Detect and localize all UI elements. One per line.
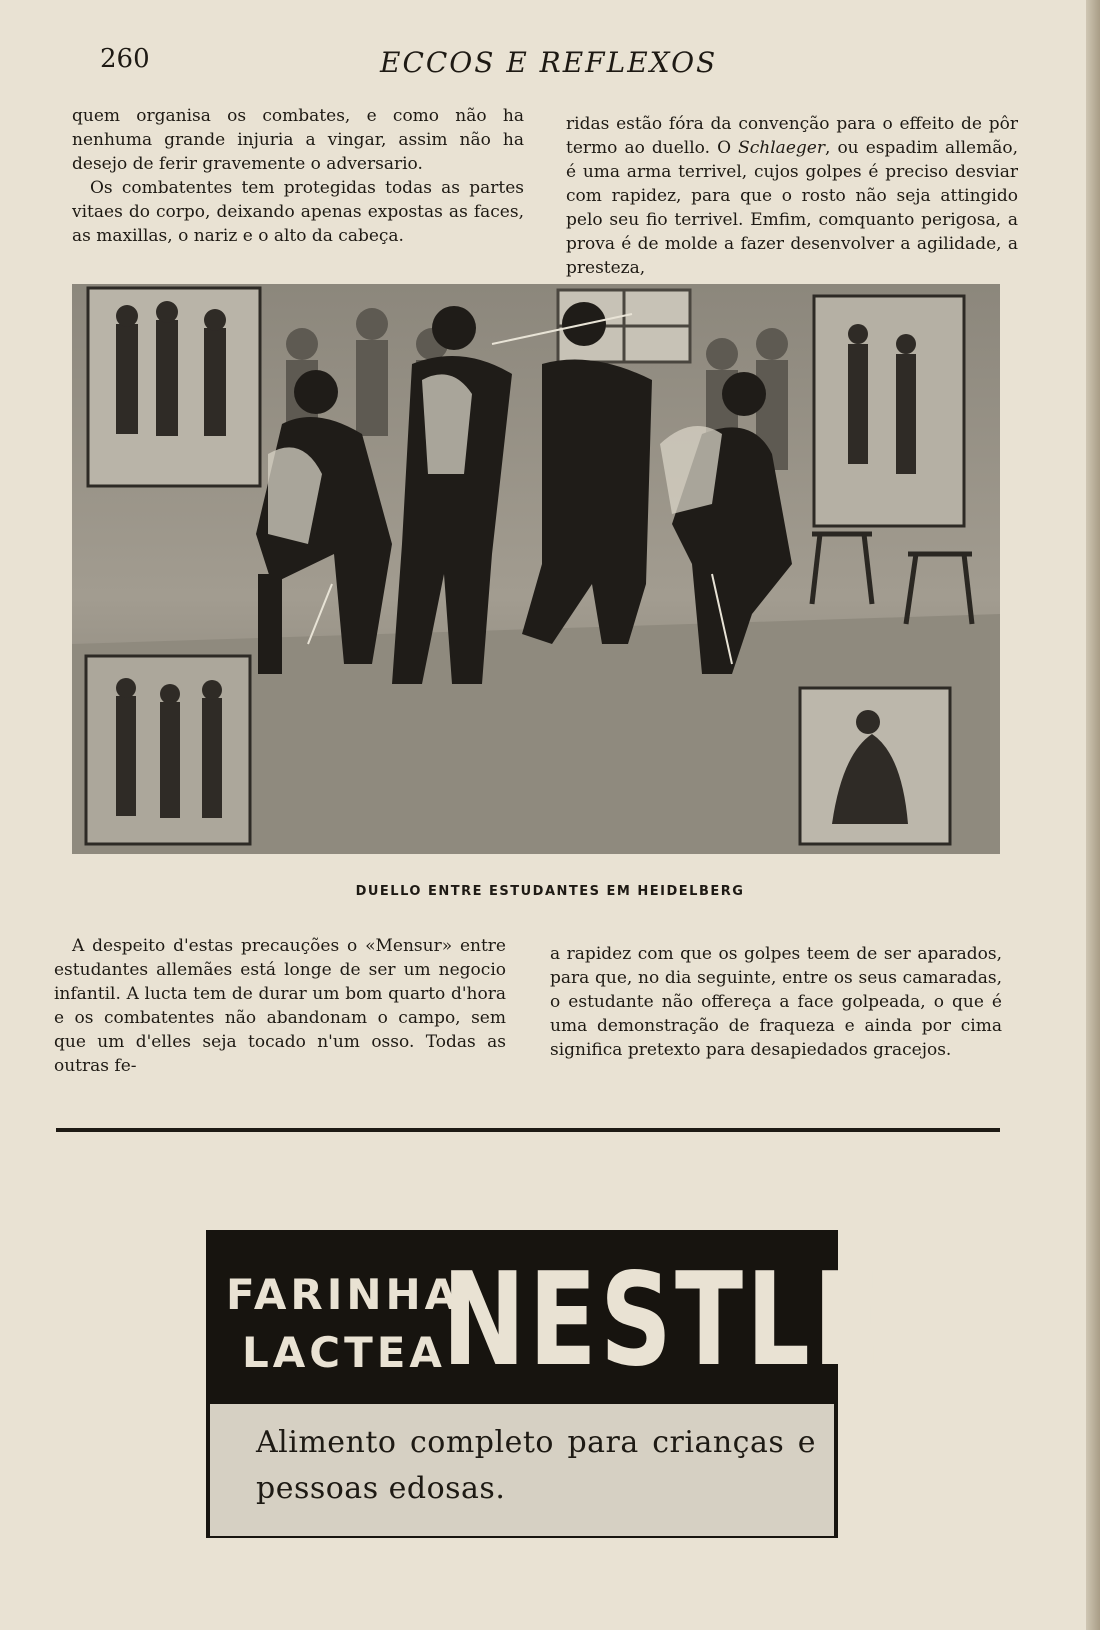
text-run: ridas estão fóra da convenção para o effeito de pôr termo ao duello. O <box>566 114 1018 158</box>
illustration-caption: DUELLO ENTRE ESTUDANTES EM HEIDELBERG <box>355 884 745 899</box>
article-column-top-left <box>72 104 524 248</box>
page-spine-edge <box>1086 0 1100 1630</box>
paragraph: A despeito d'estas precauções o «Mensur» entre estudantes allemães está longe de ser um negocio infantil. A lucta tem de durar um bom quarto d'hora e os combatentes não abandonam o campo, sem que um d'elles seja tocado n'um osso. Todas as outras fe- <box>54 936 506 1076</box>
ad-tagline-panel <box>208 1402 836 1538</box>
article-column-top-right <box>566 112 1018 280</box>
ad-product-line1: FARINHA <box>226 1270 462 1319</box>
paragraph: quem organisa os combates, e como não ha nenhuma grande injuria a vingar, assim não ha desejo de ferir gravemente o adversario. <box>72 106 524 174</box>
text-run: , ou espadim allemão, é uma arma terrivel, cujos golpes é preciso desviar com rapidez, para que o rosto não seja attingido pelo seu fio terrivel. Emfim, comquanto perigosa, a prova é de molde a fazer desenvolver a agilidade, a presteza, <box>566 138 1018 278</box>
running-title: ECCOS E REFLEXOS <box>380 46 718 79</box>
ad-brand-name: NESTLÉ <box>442 1246 885 1395</box>
paragraph <box>566 112 1018 280</box>
article-column-bottom-left <box>54 934 506 1078</box>
illustration-artwork <box>72 284 1000 854</box>
paragraph: a rapidez com que os golpes teem de ser aparados, para que, no dia seguinte, entre os seus camaradas, o estudante não offereça a face golpeada, o que é uma demonstração de fraqueza e ainda por cima significa pretexto para desapiedados gracejos. <box>550 944 1002 1060</box>
page-number: 260 <box>100 44 150 74</box>
section-divider <box>56 1128 1000 1132</box>
ad-tagline: Alimento completo para crianças e pessoas edosas. <box>256 1425 816 1506</box>
duel-illustration <box>72 284 1000 854</box>
article-column-bottom-right <box>550 942 1002 1062</box>
italic-term: Schlaeger <box>738 138 825 158</box>
ad-product-line2: LACTEA <box>242 1328 446 1377</box>
nestle-advertisement <box>206 1230 885 1538</box>
paragraph: Os combatentes tem protegidas todas as partes vitaes do corpo, deixando apenas expostas as faces, as maxillas, o nariz e o alto da cabeça. <box>72 178 524 246</box>
